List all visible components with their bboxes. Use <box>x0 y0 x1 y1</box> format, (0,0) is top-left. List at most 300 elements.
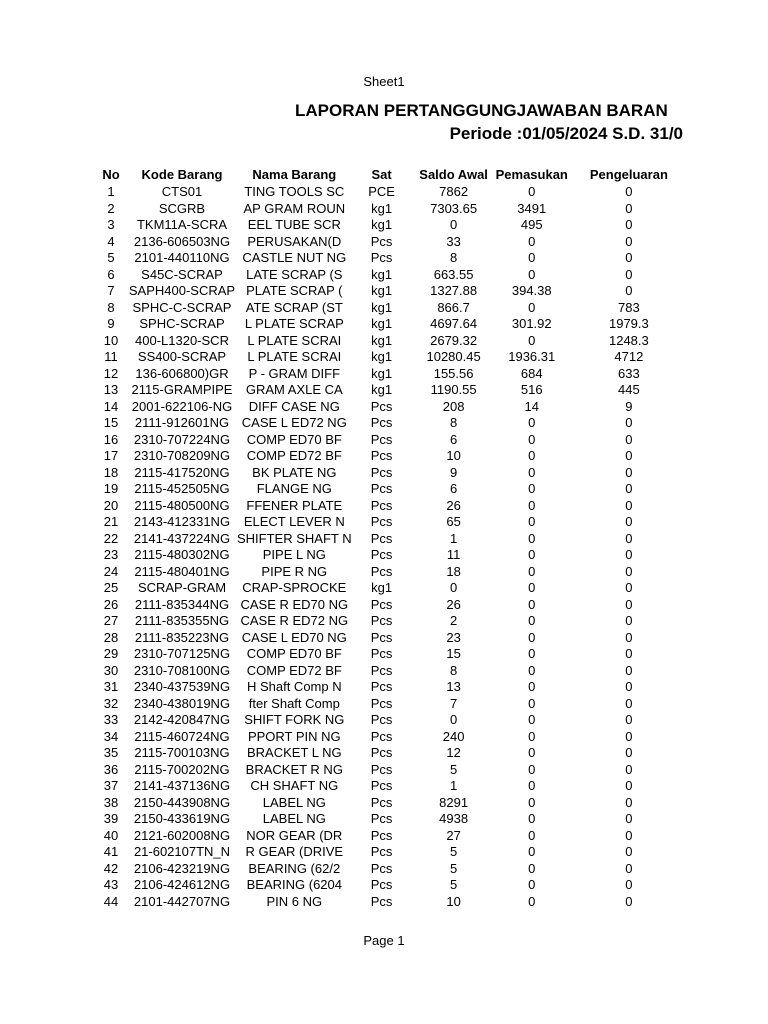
cell-kode-barang: 2310-708100NG <box>133 662 231 678</box>
cell-pengeluaran: 0 <box>625 184 633 200</box>
cell-sat: Pcs <box>370 827 393 843</box>
cell-saldo-awal: 0 <box>449 580 458 596</box>
table-row <box>95 630 690 647</box>
cell-pengeluaran: 0 <box>625 679 633 695</box>
cell-sat: Pcs <box>370 646 393 662</box>
cell-saldo-awal: 0 <box>449 712 458 728</box>
cell-nama-barang: ATE SCRAP (ST <box>245 299 343 315</box>
cell-sat: Pcs <box>370 728 393 744</box>
cell-pengeluaran: 0 <box>625 877 633 893</box>
cell-sat: Pcs <box>370 431 393 447</box>
cell-saldo-awal: 23 <box>446 629 461 645</box>
header-pemasukan: Pemasukan <box>495 167 568 182</box>
cell-no: 1 <box>107 184 115 200</box>
cell-sat: Pcs <box>370 514 393 530</box>
table-row <box>95 184 690 201</box>
cell-pemasukan: 495 <box>520 217 543 233</box>
cell-saldo-awal: 8 <box>449 662 458 678</box>
cell-pengeluaran: 0 <box>625 662 633 678</box>
cell-pengeluaran: 0 <box>625 794 633 810</box>
cell-nama-barang: GRAM AXLE CA <box>245 382 343 398</box>
table-row <box>95 531 690 548</box>
cell-saldo-awal: 26 <box>446 497 461 513</box>
cell-kode-barang: 2310-707125NG <box>133 646 231 662</box>
cell-sat: kg1 <box>371 349 393 365</box>
cell-sat: kg1 <box>371 332 393 348</box>
table-row <box>95 234 690 251</box>
cell-no: 8 <box>107 299 115 315</box>
cell-no: 30 <box>103 662 119 678</box>
cell-no: 9 <box>107 316 115 332</box>
cell-sat: Pcs <box>370 893 393 909</box>
cell-sat: Pcs <box>370 547 393 563</box>
cell-no: 17 <box>103 448 119 464</box>
cell-sat: Pcs <box>370 761 393 777</box>
cell-kode-barang: 2115-417520NG <box>134 464 230 480</box>
cell-pengeluaran: 0 <box>625 250 633 266</box>
cell-no: 11 <box>104 349 118 365</box>
cell-saldo-awal: 11 <box>446 547 461 563</box>
cell-sat: Pcs <box>370 778 393 794</box>
cell-pengeluaran: 0 <box>625 613 633 629</box>
cell-pemasukan: 0 <box>528 547 536 563</box>
table-row <box>95 877 690 894</box>
report-period-text: Periode :01/05/2024 S.D. 31/0 <box>449 124 683 143</box>
table-row <box>95 663 690 680</box>
table-row <box>95 498 690 515</box>
cell-pengeluaran: 0 <box>625 745 633 761</box>
cell-nama-barang: BEARING (6204 <box>246 877 342 893</box>
cell-sat: Pcs <box>370 448 393 464</box>
cell-pemasukan: 0 <box>528 481 536 497</box>
cell-pemasukan: 0 <box>528 250 536 266</box>
cell-sat: Pcs <box>370 811 393 827</box>
cell-no: 6 <box>107 266 115 282</box>
cell-no: 34 <box>103 728 119 744</box>
cell-kode-barang: SS400-SCRAP <box>137 349 227 365</box>
table-row <box>95 481 690 498</box>
cell-nama-barang: COMP ED70 BF <box>246 646 342 662</box>
cell-saldo-awal: 15 <box>446 646 461 662</box>
cell-kode-barang: 2115-480302NG <box>134 547 230 563</box>
cell-nama-barang: BRACKET R NG <box>245 761 343 777</box>
cell-kode-barang: S45C-SCRAP <box>141 266 223 282</box>
cell-no: 7 <box>107 283 115 299</box>
cell-sat: Pcs <box>370 250 393 266</box>
cell-no: 31 <box>103 679 119 695</box>
cell-kode-barang: 2150-433619NG <box>133 811 231 827</box>
cell-kode-barang: 2106-424612NG <box>133 877 231 893</box>
cell-pengeluaran: 0 <box>625 596 633 612</box>
cell-saldo-awal: 10280.45 <box>426 349 481 365</box>
table-row <box>95 201 690 218</box>
cell-sat: Pcs <box>370 398 393 414</box>
cell-pemasukan: 0 <box>528 844 536 860</box>
cell-kode-barang: 2310-707224NG <box>133 431 231 447</box>
cell-saldo-awal: 10 <box>446 893 461 909</box>
cell-kode-barang: 2340-438019NG <box>133 695 231 711</box>
cell-nama-barang: SHIFT FORK NG <box>244 712 345 728</box>
cell-kode-barang: 2141-437136NG <box>133 778 231 794</box>
cell-no: 3 <box>107 217 115 233</box>
cell-pemasukan: 0 <box>528 712 536 728</box>
cell-saldo-awal: 2679.32 <box>430 332 478 348</box>
cell-saldo-awal: 8291 <box>439 794 469 810</box>
cell-sat: Pcs <box>370 860 393 876</box>
cell-sat: Pcs <box>370 877 393 893</box>
cell-pemasukan: 0 <box>528 415 536 431</box>
cell-pemasukan: 394.38 <box>511 283 552 299</box>
cell-pengeluaran: 0 <box>625 844 633 860</box>
cell-no: 29 <box>103 646 119 662</box>
cell-nama-barang: COMP ED70 BF <box>246 431 342 447</box>
table-row <box>95 778 690 795</box>
cell-kode-barang: SCRAP-GRAM <box>137 580 227 596</box>
cell-pengeluaran: 0 <box>625 778 633 794</box>
cell-saldo-awal: 2 <box>449 613 458 629</box>
cell-no: 38 <box>103 794 119 810</box>
table-row <box>95 547 690 564</box>
cell-pemasukan: 0 <box>528 299 536 315</box>
cell-pengeluaran: 0 <box>625 431 633 447</box>
cell-saldo-awal: 26 <box>446 596 461 612</box>
cell-nama-barang: EEL TUBE SCR <box>247 217 341 233</box>
cell-saldo-awal: 240 <box>442 728 465 744</box>
cell-no: 19 <box>103 481 119 497</box>
table-body <box>95 184 690 910</box>
cell-sat: Pcs <box>370 844 393 860</box>
cell-nama-barang: DIFF CASE NG <box>248 398 340 414</box>
cell-sat: kg1 <box>371 580 393 596</box>
cell-no: 33 <box>103 712 119 728</box>
cell-nama-barang: PLATE SCRAP ( <box>246 283 343 299</box>
cell-no: 18 <box>103 464 119 480</box>
cell-pengeluaran: 0 <box>625 712 633 728</box>
cell-sat: Pcs <box>370 712 393 728</box>
cell-pemasukan: 0 <box>528 596 536 612</box>
cell-pemasukan: 0 <box>528 794 536 810</box>
cell-no: 44 <box>103 893 119 909</box>
cell-nama-barang: PIPE R NG <box>261 563 328 579</box>
cell-no: 28 <box>103 629 119 645</box>
cell-nama-barang: L PLATE SCRAP <box>244 316 344 332</box>
cell-saldo-awal: 8 <box>449 415 458 431</box>
cell-pengeluaran: 633 <box>618 365 640 381</box>
cell-kode-barang: CTS01 <box>161 184 203 200</box>
cell-no: 37 <box>103 778 119 794</box>
cell-pemasukan: 0 <box>528 514 536 530</box>
cell-sat: Pcs <box>370 695 393 711</box>
cell-nama-barang: H Shaft Comp N <box>246 679 342 695</box>
cell-nama-barang: FFENER PLATE <box>246 497 343 513</box>
cell-nama-barang: BK PLATE NG <box>252 464 337 480</box>
cell-nama-barang: L PLATE SCRAI <box>247 332 342 348</box>
cell-kode-barang: TKM11A-SCRA <box>136 217 228 233</box>
cell-no: 27 <box>103 613 119 629</box>
table-row <box>95 333 690 350</box>
cell-pemasukan: 0 <box>528 778 536 794</box>
cell-pemasukan: 0 <box>528 530 536 546</box>
cell-kode-barang: 2141-437224NG <box>133 530 231 546</box>
cell-saldo-awal: 6 <box>449 481 458 497</box>
cell-pemasukan: 0 <box>528 695 536 711</box>
cell-pengeluaran: 0 <box>625 728 633 744</box>
cell-pemasukan: 0 <box>528 662 536 678</box>
cell-kode-barang: 2001-622106-NG <box>131 398 233 414</box>
cell-kode-barang: SPHC-C-SCRAP <box>132 299 232 315</box>
cell-kode-barang: 2106-423219NG <box>133 860 231 876</box>
cell-no: 2 <box>107 200 115 216</box>
cell-saldo-awal: 12 <box>446 745 461 761</box>
cell-pengeluaran: 0 <box>625 695 633 711</box>
cell-pengeluaran: 0 <box>625 233 633 249</box>
cell-no: 41 <box>103 844 119 860</box>
cell-sat: PCE <box>368 184 395 200</box>
cell-kode-barang: 2111-835223NG <box>134 629 230 645</box>
cell-saldo-awal: 1 <box>449 778 458 794</box>
table-row <box>95 399 690 416</box>
cell-saldo-awal: 65 <box>446 514 461 530</box>
cell-no: 13 <box>103 382 119 398</box>
cell-sat: Pcs <box>370 415 393 431</box>
report-title: LAPORAN PERTANGGUNGJAWABAN BARAN <box>295 101 668 120</box>
cell-kode-barang: SCGRB <box>158 200 206 216</box>
table-row <box>95 448 690 465</box>
cell-pengeluaran: 0 <box>625 200 633 216</box>
cell-pengeluaran: 0 <box>625 827 633 843</box>
cell-saldo-awal: 7862 <box>439 184 469 200</box>
cell-kode-barang: 2111-835355NG <box>134 613 230 629</box>
header-no: No <box>102 167 120 182</box>
cell-kode-barang: 2111-912601NG <box>134 415 230 431</box>
table-row <box>95 729 690 746</box>
cell-no: 42 <box>103 860 119 876</box>
cell-no: 12 <box>103 365 119 381</box>
cell-pengeluaran: 0 <box>625 860 633 876</box>
cell-pemasukan: 0 <box>528 877 536 893</box>
table-row <box>95 217 690 234</box>
cell-pemasukan: 3491 <box>517 200 547 216</box>
cell-pengeluaran: 0 <box>625 283 633 299</box>
cell-pemasukan: 0 <box>528 811 536 827</box>
cell-no: 14 <box>103 398 119 414</box>
table-row <box>95 696 690 713</box>
cell-no: 32 <box>103 695 119 711</box>
cell-nama-barang: BRACKET L NG <box>246 745 342 761</box>
cell-kode-barang: 2111-835344NG <box>134 596 230 612</box>
cell-no: 4 <box>107 233 115 249</box>
cell-saldo-awal: 5 <box>449 761 458 777</box>
cell-saldo-awal: 8 <box>449 250 458 266</box>
cell-pemasukan: 0 <box>528 431 536 447</box>
sheet-name: Sheet1 <box>363 74 405 89</box>
cell-saldo-awal: 13 <box>446 679 461 695</box>
cell-kode-barang: 2115-480401NG <box>134 563 230 579</box>
cell-pengeluaran: 1979.3 <box>608 316 649 332</box>
cell-pengeluaran: 0 <box>625 563 633 579</box>
cell-sat: Pcs <box>370 745 393 761</box>
cell-sat: Pcs <box>370 596 393 612</box>
cell-nama-barang: COMP ED72 BF <box>246 448 342 464</box>
table-row <box>95 250 690 267</box>
cell-kode-barang: 2115-460724NG <box>134 728 230 744</box>
header-sat: Sat <box>371 167 392 182</box>
cell-pengeluaran: 0 <box>625 646 633 662</box>
cell-nama-barang: CASTLE NUT NG <box>242 250 347 266</box>
table-row <box>95 432 690 449</box>
table-row <box>95 679 690 696</box>
cell-pemasukan: 0 <box>528 266 536 282</box>
cell-saldo-awal: 1 <box>449 530 458 546</box>
cell-sat: Pcs <box>370 233 393 249</box>
table-row <box>95 415 690 432</box>
cell-pengeluaran: 0 <box>625 893 633 909</box>
cell-sat: kg1 <box>371 316 393 332</box>
cell-saldo-awal: 663.55 <box>433 266 474 282</box>
cell-kode-barang: 2150-443908NG <box>133 794 231 810</box>
table-row <box>95 300 690 317</box>
table-row <box>95 465 690 482</box>
cell-sat: Pcs <box>370 613 393 629</box>
cell-pemasukan: 0 <box>528 580 536 596</box>
cell-kode-barang: 2115-700103NG <box>134 745 230 761</box>
cell-sat: Pcs <box>370 629 393 645</box>
cell-pengeluaran: 0 <box>625 266 633 282</box>
cell-sat: Pcs <box>370 497 393 513</box>
cell-pemasukan: 14 <box>524 398 539 414</box>
table-row <box>95 712 690 729</box>
cell-nama-barang: R GEAR (DRIVE <box>245 844 344 860</box>
cell-sat: kg1 <box>371 283 393 299</box>
cell-pengeluaran: 0 <box>625 464 633 480</box>
cell-pemasukan: 0 <box>528 629 536 645</box>
cell-pemasukan: 0 <box>528 646 536 662</box>
header-kode-barang: Kode Barang <box>141 167 223 182</box>
cell-no: 16 <box>103 431 119 447</box>
cell-saldo-awal: 7303.65 <box>430 200 478 216</box>
cell-sat: Pcs <box>370 481 393 497</box>
cell-pemasukan: 0 <box>528 745 536 761</box>
cell-nama-barang: ELECT LEVER N <box>243 514 345 530</box>
cell-nama-barang: fter Shaft Comp <box>248 695 340 711</box>
cell-pemasukan: 0 <box>528 464 536 480</box>
cell-kode-barang: 2101-440110NG <box>134 250 230 266</box>
header-pengeluaran: Pengeluaran <box>589 167 668 182</box>
cell-no: 5 <box>107 250 115 266</box>
cell-saldo-awal: 4697.64 <box>430 316 478 332</box>
cell-pengeluaran: 0 <box>625 547 633 563</box>
table-row <box>95 382 690 399</box>
cell-kode-barang: 2121-602008NG <box>133 827 231 843</box>
cell-sat: kg1 <box>371 299 393 315</box>
cell-nama-barang: AP GRAM ROUN <box>243 200 346 216</box>
cell-no: 20 <box>103 497 119 513</box>
table-row <box>95 613 690 630</box>
cell-pemasukan: 1936.31 <box>508 349 556 365</box>
cell-pengeluaran: 783 <box>618 299 640 315</box>
table-row <box>95 580 690 597</box>
cell-kode-barang: SPHC-SCRAP <box>139 316 225 332</box>
cell-no: 43 <box>103 877 119 893</box>
cell-nama-barang: LABEL NG <box>262 794 326 810</box>
cell-kode-barang: SAPH400-SCRAP <box>128 283 236 299</box>
cell-pemasukan: 0 <box>528 613 536 629</box>
cell-nama-barang: CH SHAFT NG <box>250 778 339 794</box>
table-row <box>95 349 690 366</box>
cell-saldo-awal: 5 <box>449 860 458 876</box>
cell-pengeluaran: 0 <box>625 514 633 530</box>
table-row <box>95 564 690 581</box>
cell-sat: Pcs <box>370 530 393 546</box>
cell-nama-barang: BEARING (62/2 <box>248 860 341 876</box>
cell-saldo-awal: 18 <box>446 563 461 579</box>
cell-saldo-awal: 6 <box>449 431 458 447</box>
cell-nama-barang: CASE L ED70 NG <box>241 629 347 645</box>
cell-pemasukan: 0 <box>528 497 536 513</box>
cell-pemasukan: 0 <box>528 827 536 843</box>
cell-pengeluaran: 0 <box>625 580 633 596</box>
cell-pengeluaran: 0 <box>625 530 633 546</box>
cell-pemasukan: 0 <box>528 893 536 909</box>
cell-saldo-awal: 7 <box>449 695 458 711</box>
table-row <box>95 267 690 284</box>
table-row <box>95 745 690 762</box>
cell-kode-barang: 2136-606503NG <box>133 233 231 249</box>
cell-saldo-awal: 10 <box>446 448 461 464</box>
cell-no: 39 <box>103 811 119 827</box>
table-row <box>95 795 690 812</box>
table-header-row <box>95 166 690 184</box>
cell-nama-barang: PERUSAKAN(D <box>247 233 342 249</box>
cell-pengeluaran: 9 <box>625 398 633 414</box>
cell-saldo-awal: 27 <box>446 827 461 843</box>
cell-sat: kg1 <box>371 365 393 381</box>
cell-nama-barang: COMP ED72 BF <box>246 662 342 678</box>
cell-saldo-awal: 4938 <box>439 811 469 827</box>
cell-pemasukan: 0 <box>528 761 536 777</box>
table-row <box>95 646 690 663</box>
cell-nama-barang: CASE R ED72 NG <box>240 613 349 629</box>
cell-pengeluaran: 0 <box>625 497 633 513</box>
cell-pemasukan: 0 <box>528 332 536 348</box>
cell-pemasukan: 516 <box>520 382 543 398</box>
cell-no: 23 <box>103 547 119 563</box>
table-row <box>95 861 690 878</box>
cell-pemasukan: 0 <box>528 184 536 200</box>
cell-sat: Pcs <box>370 662 393 678</box>
cell-pengeluaran: 0 <box>625 761 633 777</box>
cell-saldo-awal: 9 <box>449 464 458 480</box>
table-row <box>95 366 690 383</box>
cell-no: 40 <box>103 827 119 843</box>
cell-saldo-awal: 866.7 <box>437 299 470 315</box>
cell-pemasukan: 0 <box>528 679 536 695</box>
page-number: Page 1 <box>363 933 405 948</box>
cell-sat: kg1 <box>371 266 393 282</box>
cell-nama-barang: CRAP-SPROCKE <box>242 580 347 596</box>
cell-nama-barang: SHIFTER SHAFT N <box>237 530 352 546</box>
cell-kode-barang: 2101-442707NG <box>133 893 231 909</box>
cell-saldo-awal: 1327.88 <box>430 283 478 299</box>
cell-kode-barang: 2142-420847NG <box>133 712 231 728</box>
cell-kode-barang: 136-606800)GR <box>135 365 229 381</box>
cell-nama-barang: CASE R ED70 NG <box>240 596 349 612</box>
cell-sat: kg1 <box>371 382 393 398</box>
table-row <box>95 283 690 300</box>
header-saldo-awal: Saldo Awal <box>419 167 488 182</box>
cell-nama-barang: PIPE L NG <box>262 547 326 563</box>
cell-pengeluaran: 4712 <box>614 349 644 365</box>
